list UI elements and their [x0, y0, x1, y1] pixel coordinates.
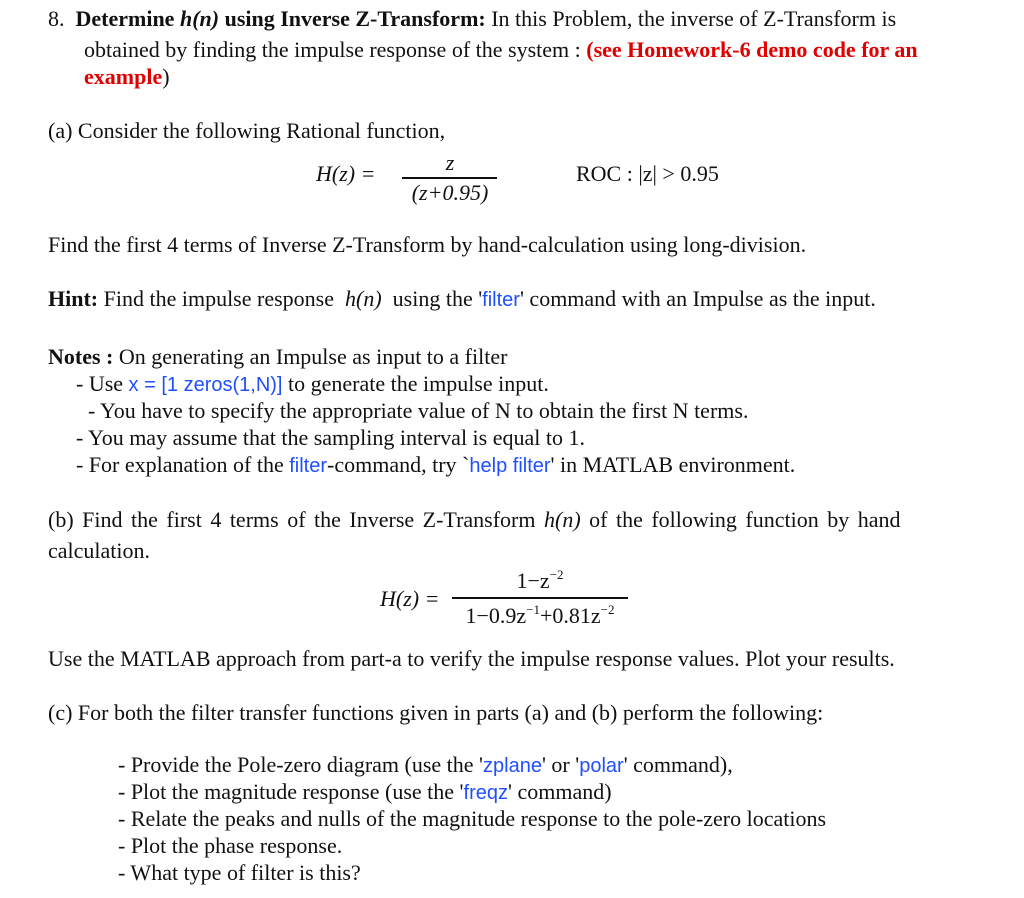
note-2: - You have to specify the appropriate value of N to obtain the first N terms.: [88, 398, 749, 423]
hint-label: Hint:: [48, 286, 99, 311]
part-a-fraction-bar: [402, 177, 497, 179]
note-4-prefix: - For explanation of the: [76, 452, 284, 477]
note-1-suffix: to generate the impulse input.: [287, 371, 549, 396]
part-b-line2: calculation.: [48, 538, 151, 563]
part-b-numerator: [450, 568, 630, 594]
notes-head: [48, 344, 507, 370]
part-b-num-exp: −2: [549, 567, 564, 582]
part-c-b1-a: - Provide the Pole-zero diagram (use the ': [118, 752, 484, 777]
part-c-b2-b: ' command): [507, 779, 612, 804]
problem-header-line3: [84, 64, 170, 90]
part-c-b1-c: ' command),: [623, 752, 733, 777]
part-b-denominator: [450, 603, 630, 629]
problem-intro: In this Problem, the inverse of Z-Transform is: [491, 6, 897, 31]
hint-text-c: ' command with an Impulse as the input.: [519, 286, 876, 311]
note-4: [76, 452, 795, 478]
part-c-bullet-2: [118, 779, 612, 805]
part-b-line1: [48, 507, 901, 533]
problem-header-line1: [48, 6, 896, 32]
problem-number: 8.: [48, 6, 65, 31]
note-3: - You may assume that the sampling interval is equal to 1.: [76, 425, 585, 450]
part-b-num-text: 1−z: [516, 568, 550, 593]
part-b-den-exp2: −2: [600, 602, 615, 617]
part-b-fraction-bar: [452, 597, 628, 599]
note-1-prefix: - Use: [76, 371, 124, 396]
part-b-verify: Use the MATLAB approach from part-a to verify the impulse response values. Plot your results.: [48, 646, 895, 671]
part-b-den-a: 1−0.9z: [465, 603, 527, 628]
part-c-b1-b: ' or ': [541, 752, 580, 777]
part-a-roc: ROC : |z| > 0.95: [576, 161, 719, 186]
notes-head-text: On generating an Impulse as input to a filter: [118, 344, 508, 369]
part-c-bullet-4: - Plot the phase response.: [118, 833, 343, 858]
note-1-code: x = [1 zeros(1,N)]: [128, 374, 283, 396]
part-c-b2-a: - Plot the magnitude response (use the ': [118, 779, 464, 804]
part-b-line1-a: (b) Find the first 4 terms of the Inverse Z-Transform: [48, 507, 536, 532]
part-c-bullet-1: [118, 752, 733, 778]
ref-close: ): [162, 64, 170, 89]
part-b-h-lhs: H(z) =: [380, 586, 440, 611]
hint-line: [48, 286, 876, 312]
note-4-filter-cmd: filter: [289, 455, 328, 477]
homework-reference-end: example: [84, 64, 163, 89]
title-hn: h(n): [179, 6, 220, 31]
part-b-den-b: +0.81z: [540, 603, 601, 628]
part-c-bullet-3: - Relate the peaks and nulls of the magnitude response to the pole-zero locations: [118, 806, 827, 831]
note-4-help-cmd: help filter: [469, 455, 551, 477]
homework-reference: (see Homework-6 demo code for an: [586, 37, 918, 62]
note-1: [76, 371, 549, 397]
freqz-cmd: freqz: [463, 782, 508, 804]
note-4-suffix: ' in MATLAB environment.: [550, 452, 796, 477]
notes-label: Notes :: [48, 344, 114, 369]
note-4-middle: -command, try `: [327, 452, 470, 477]
part-b-den-exp1: −1: [526, 602, 540, 617]
title-determine: Determine: [75, 6, 175, 31]
zplane-cmd: zplane: [483, 755, 542, 777]
part-a-h-lhs: H(z) =: [316, 161, 376, 186]
part-b-hn: h(n): [544, 507, 581, 532]
hint-hn: h(n): [345, 286, 382, 311]
problem-intro2: obtained by finding the impulse response of the system :: [84, 37, 581, 62]
hint-text-a: Find the impulse response: [103, 286, 334, 311]
part-a-label: (a) Consider the following Rational function,: [48, 118, 446, 143]
part-b-line1-b: of the following function by hand: [589, 507, 901, 532]
title-method: using Inverse Z-Transform:: [224, 6, 486, 31]
hint-text-b: using the ': [392, 286, 483, 311]
part-a-denominator: (z+0.95): [411, 180, 489, 205]
part-c-bullet-5: - What type of filter is this?: [118, 860, 361, 885]
problem-header-line2: [84, 37, 918, 63]
part-a-find: Find the first 4 terms of Inverse Z-Transform by hand-calculation using long-division.: [48, 232, 807, 257]
part-a-numerator: z: [445, 150, 455, 175]
part-c-label: (c) For both the filter transfer functions given in parts (a) and (b) perform the following:: [48, 700, 824, 725]
polar-cmd: polar: [579, 755, 624, 777]
hint-filter-cmd: filter: [482, 289, 520, 311]
